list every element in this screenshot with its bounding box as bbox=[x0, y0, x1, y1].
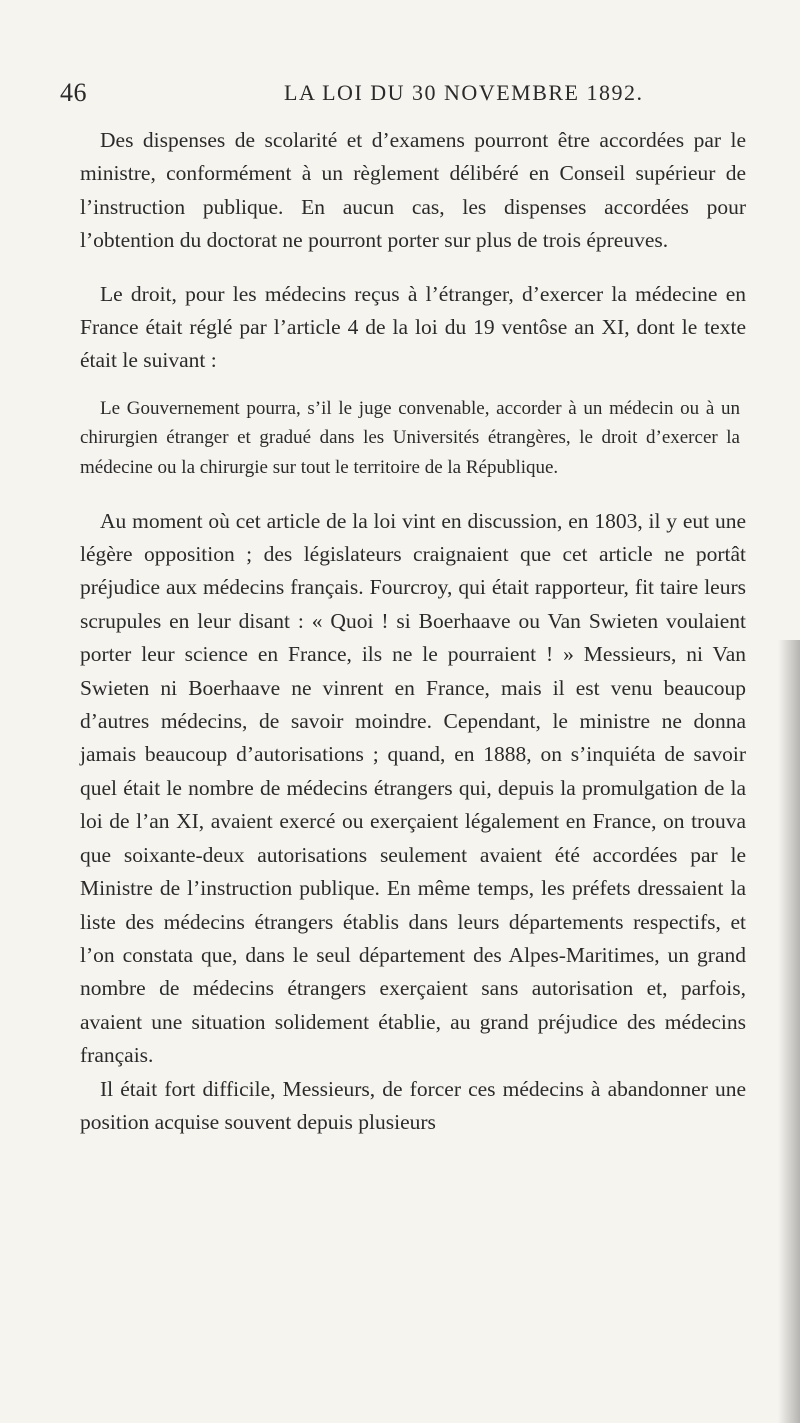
running-head: LA LOI DU 30 NOVEMBRE 1892. bbox=[284, 80, 644, 105]
paragraph-discussion-1803: Au moment où cet article de la loi vint en discussion, en 1803, il y eut une légère opposition ; des législateurs craignaient que cet article ne portât préjudice aux médecins français. Fourcroy, qui était rapporteur, fit taire leurs scrupules en leur disant : « Quoi ! si Boerhaave ou Van Swieten voulaient porter leur science en France, ils ne le pourraient ! » Messieurs, ni Van Swieten ni Boerhaave ne vinrent en France, mais il est venu beaucoup d’autres médecins, de savoir moindre. Cependant, le ministre ne donna jamais beaucoup d’autorisations ; quand, en 1888, on s’inquiéta de savoir quel était le nombre de médecins étrangers qui, depuis la promulgation de la loi de l’an XI, avaient exercé ou exerçaient légalement en France, on trouva que soixante-deux autorisations seulement avaient été accordées par le Ministre de l’instruction publique. En même temps, les préfets dressaient la liste des médecins étrangers établis dans leurs départements respectifs, et l’on constata que, dans le seul département des Alpes-Maritimes, un grand nombre de médecins étrangers exerçaient sans autorisation et, parfois, avaient une situation solidement établie, au grand préjudice des médecins français. bbox=[80, 508, 746, 1068]
page-edge-shadow bbox=[778, 640, 800, 1423]
paragraph-droit-etranger: Le droit, pour les médecins reçus à l’étranger, d’exercer la médecine en France était réglé par l’article 4 de la loi du 19 ventôse an XI, dont le texte était le suivant : bbox=[80, 281, 746, 373]
paragraph-dispenses: Des dispenses de scolarité et d’examens pourront être accordées par le ministre, conformément à un règlement délibéré en Conseil supérieur de l’instruction publique. En aucun cas, les dispenses accordées pour l’obtention du doctorat ne pourront porter sur plus de trois épreuves. bbox=[80, 128, 746, 253]
page-number: 46 bbox=[60, 78, 87, 107]
quoted-law-text: Le Gouvernement pourra, s’il le juge convenable, accorder à un médecin ou à un chirurgien étranger et gradué dans les Universités étrangères, le droit d’exercer la médecine ou la chirurgie sur tout le territoire de la République. bbox=[80, 397, 740, 479]
body-text bbox=[80, 124, 746, 1139]
paragraph-difficulte: Il était fort difficile, Messieurs, de forcer ces médecins à abandonner une position acquise souvent depuis plusieurs bbox=[80, 1076, 746, 1134]
page-header bbox=[60, 78, 760, 114]
